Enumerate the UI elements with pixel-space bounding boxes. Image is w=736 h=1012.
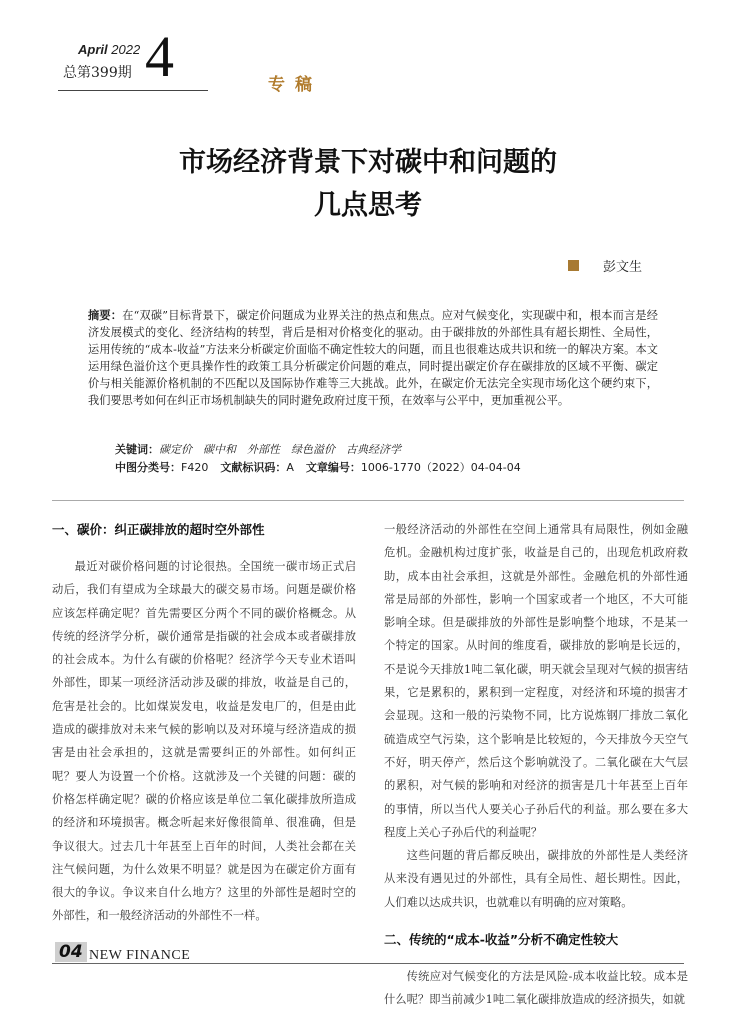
section-1-heading: 一、碳价：纠正碳排放的超时空外部性 xyxy=(52,522,265,537)
issue-date xyxy=(78,42,140,57)
author-name: 彭文生 xyxy=(603,260,643,275)
issue-month: April xyxy=(78,42,108,57)
section-1-paragraph-2-continued: 一般经济活动的外部性在空间上通常具有局限性，例如金融危机。金融机构过度扩张，收益是自己的，出现危机政府救助，成本由社会承担，这就是外部性。金融危机的外部性通常是局部的外部性，影响一个国家或者一个地区，不大可能影响全球。但是碳排放的外部性是影响整个地球，不是某一个特定的国家。从时间的维度看，碳排放的影响是长远的，不是说今天排放1吨二氧化碳，明天就会呈现对气候的损害结果，它是累积的，累积到一定程度，对经济和环境的损害才会显现。这和一般的污染物不同，比方说炼钢厂排放二氧化硫造成空气污染，这个影响是比较短的，今天排放今天空气不好，明天停产，然后这个影响就没了。二氧化碳在大气层的累积，对气候的影响和对经济的损害是几十年甚至上百年的事情，所以当代人要关心子孙后代的利益。那么要在多大程度上关心子孙后代的利益呢？ xyxy=(384,523,688,839)
doc-code-value: A xyxy=(286,461,294,474)
body-column-right xyxy=(384,518,688,1012)
abstract-label: 摘要： xyxy=(88,309,123,322)
article-number-label: 文章编号： xyxy=(305,461,361,474)
issue-year: 2022 xyxy=(111,42,141,57)
keywords-label: 关键词： xyxy=(115,443,159,456)
section-divider xyxy=(52,500,684,501)
article-number-value: 1006-1770（2022）04-04-04 xyxy=(360,461,521,474)
keywords xyxy=(115,441,401,457)
keywords-text: 碳定价 碳中和 外部性 绿色溢价 古典经济学 xyxy=(159,443,401,456)
body-column-left xyxy=(52,518,356,928)
abstract-text: 在“双碳”目标背景下，碳定价问题成为业界关注的热点和焦点。应对气候变化，实现碳中和，根本而言是经济发展模式的变化、经济结构的转型，背后是相对价格变化的驱动。由于碳排放的外部性具有超长期性、全局性，运用传统的“成本-收益”方法来分析碳定价面临不确定性较大的问题，而且也很难达成共识和统一的解决方案。本文运用绿色溢价这个更具操作性的政策工具分析碳定价问题的难点，同时提出碳定价存在碳排放的区域不平衡、碳定价与相关能源价格机制的不匹配以及国际协作难等三大挑战。此外，在碳定价无法完全实现市场化这个硬约束下，我们要思考如何在纠正市场机制缺失的同时避免政府过度干预，在效率与公平中，更加重视公平。 xyxy=(88,309,658,407)
article-title-line-1: 市场经济背景下对碳中和问题的 xyxy=(179,147,557,178)
doc-code-label: 文献标识码： xyxy=(220,461,287,474)
article-title-line-2: 几点思考 xyxy=(314,190,422,221)
section-2-heading: 二、传统的“成本-收益”分析不确定性较大 xyxy=(384,932,619,948)
section-1-paragraph-3: 这些问题的背后都反映出，碳排放的外部性是人类经济从来没有遇见过的外部性，具有全局性、超长期性。因此，人们难以达成共识，也就难以有明确的应对策略。 xyxy=(384,849,688,909)
issue-total: 总第399期 xyxy=(63,65,132,81)
abstract xyxy=(88,307,658,409)
header-rule xyxy=(58,90,208,91)
section-1-paragraph-1: 最近对碳价格问题的讨论很热。全国统一碳市场正式启动后，我们有望成为全球最大的碳交易市场。问题是碳价格应该怎样确定呢？首先需要区分两个不同的碳价格概念。从传统的经济学分析，碳价通常是指碳的社会成本或者碳排放的社会成本。为什么有碳的价格呢？经济学今天专业术语叫外部性，即某一项经济活动涉及碳的排放，收益是自己的，危害是社会的。比如煤炭发电，收益是发电厂的，但是由此造成的碳排放对未来气候的影响以及对环境与经济造成的损害是由社会承担的，这就是需要纠正的外部性。如何纠正呢？要人为设置一个价格。这就涉及一个关键的问题：碳的价格怎样确定呢？碳的价格应该是单位二氧化碳排放所造成的经济和环境损害。概念听起来好像很简单、很准确，但是争议很大。过去几十年甚至上百年的时间，人类社会都在关注气候问题，为什么效果不明显？就是因为在碳定价方面有很大的争议。争议来自什么地方？这里的外部性是超时空的外部性，和一般经济活动的外部性不一样。 xyxy=(52,560,356,923)
clc-label: 中图分类号： xyxy=(115,461,181,474)
footer-magazine-name: NEW FINANCE xyxy=(89,948,191,963)
classification-line xyxy=(115,459,521,475)
author-marker xyxy=(568,260,579,271)
clc-value: F420 xyxy=(181,461,209,474)
footer-page-number: 04 xyxy=(55,942,87,962)
issue-number-large: 4 xyxy=(145,24,174,89)
section-2-paragraph-1: 传统应对气候变化的方法是风险-成本收益比较。成本是什么呢？即当前减少1吨二氧化碳排放造成的经济损失，如就 xyxy=(384,970,688,1007)
column-label: 专稿 xyxy=(268,75,322,95)
